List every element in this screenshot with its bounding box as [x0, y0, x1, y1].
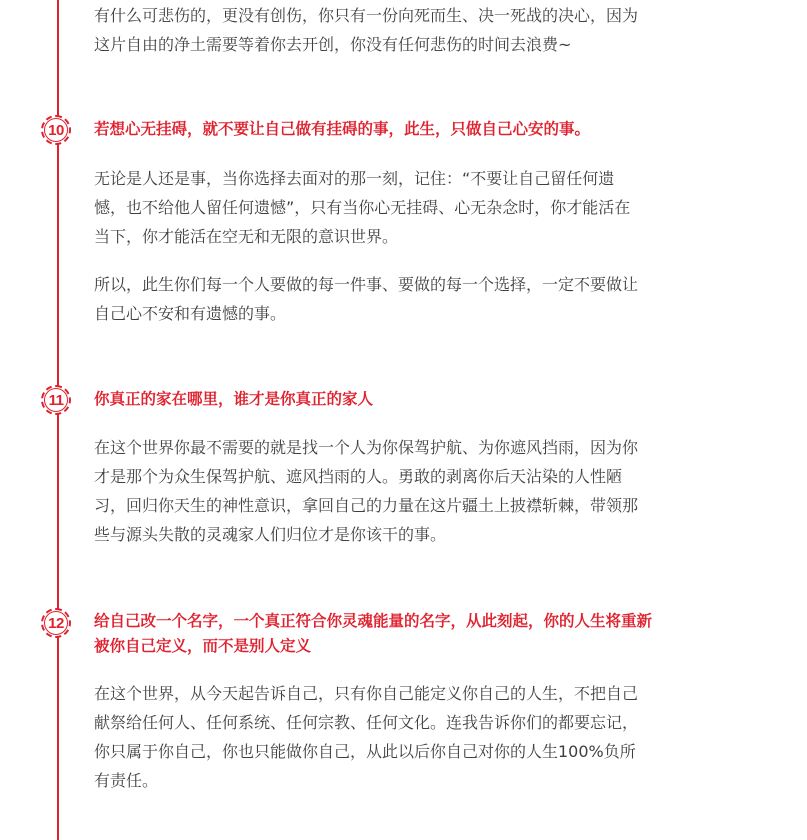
paragraph-line: 憾，也不给他人留任何遗憾”，只有当你心无挂碍、心无杂念时，你才能活在	[94, 198, 631, 217]
section-number-badge	[41, 115, 71, 145]
section-paragraph	[94, 270, 706, 328]
section-heading	[94, 387, 706, 412]
section-number: 10	[44, 118, 68, 142]
heading-line: 你真正的家在哪里，谁才是你真正的家人	[94, 390, 374, 408]
intro-line: 这片自由的净土需要等着你去开创，你没有任何悲伤的时间去浪费~	[94, 35, 572, 54]
paragraph-line: 些与源头失散的灵魂家人们归位才是你该干的事。	[94, 525, 447, 544]
paragraph-line: 习，回归你天生的神性意识，拿回自己的力量在这片疆土上披襟斩棘，带领那	[94, 496, 639, 515]
paragraph-line: 所以，此生你们每一个人要做的每一件事、要做的每一个选择，一定不要做让	[94, 275, 639, 294]
heading-line: 若想心无挂碍，就不要让自己做有挂碍的事，此生，只做自己心安的事。	[94, 120, 591, 138]
paragraph-line: 在这个世界你最不需要的就是找一个人为你保驾护航、为你遮风挡雨，因为你	[94, 438, 639, 457]
section-heading	[94, 609, 706, 659]
heading-line: 给自己改一个名字，一个真正符合你灵魂能量的名字，从此刻起，你的人生将重新	[94, 612, 653, 630]
section-number-badge	[41, 385, 71, 415]
paragraph-line: 才是那个为众生保驾护航、遮风挡雨的人。勇敢的剥离你后天沾染的人性陋	[94, 467, 623, 486]
paragraph-line: 自己心不安和有遗憾的事。	[94, 304, 287, 323]
paragraph-line: 在这个世界，从今天起告诉自己，只有你自己能定义你自己的人生，不把自己	[94, 684, 639, 703]
section-number: 12	[44, 611, 68, 635]
section-number: 11	[44, 388, 68, 412]
section-paragraph	[94, 679, 706, 795]
heading-line: 被你自己定义，而不是别人定义	[94, 637, 312, 655]
paragraph-line: 当下，你才能活在空无和无限的意识世界。	[94, 227, 399, 246]
paragraph-line: 献祭给任何人、任何系统、任何宗教、任何文化。连我告诉你们的都要忘记，	[94, 713, 639, 732]
section-paragraph	[94, 433, 706, 549]
intro-line: 有什么可悲伤的，更没有创伤，你只有一份向死而生、决一死战的决心，因为	[94, 6, 639, 25]
section-number-badge	[41, 608, 71, 638]
section-heading	[94, 117, 706, 142]
paragraph-line: 你只属于你自己，你也只能做你自己，从此以后你自己对你的人生100%负所	[94, 742, 636, 761]
paragraph-line: 有责任。	[94, 771, 159, 790]
paragraph-line: 无论是人还是事，当你选择去面对的那一刻，记住：“不要让自己留任何遗	[94, 169, 615, 188]
section-paragraph	[94, 164, 706, 251]
intro-paragraph	[94, 1, 706, 59]
